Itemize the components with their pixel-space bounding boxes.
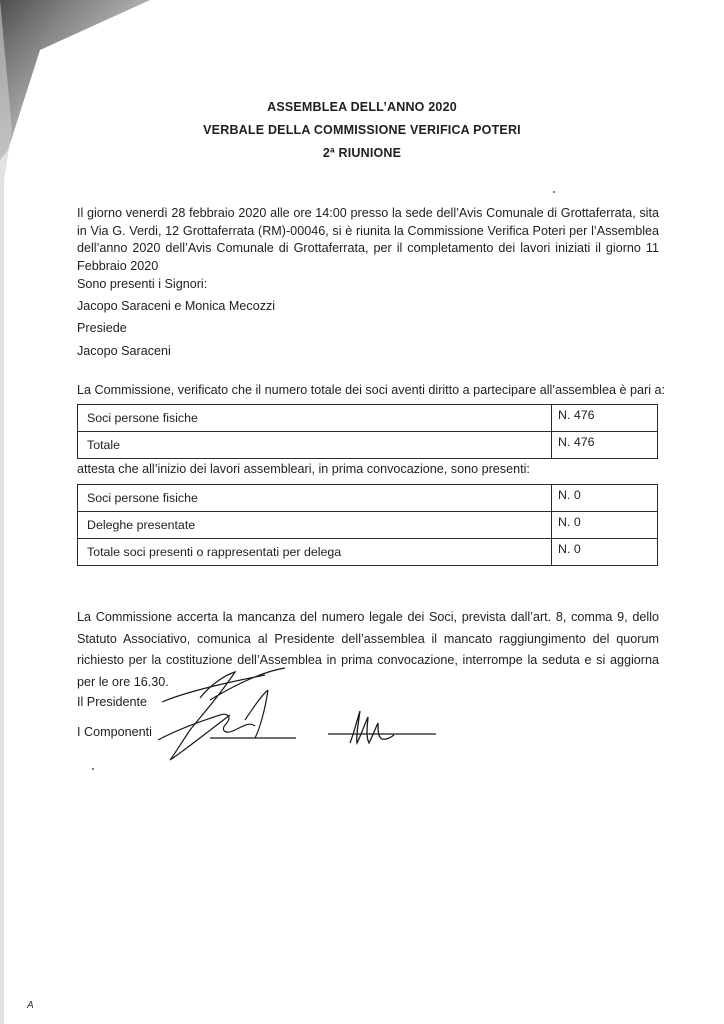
intro-paragraph: Il giorno venerdì 28 febbraio 2020 alle ore 14:00 presso la sede dell’Avis Comunale di Grottaferrata, sita in Via G. Verdi, 12 Grottaferrata (RM)-00046, si è riunita la Commissione Verifica Poteri per l’Assemblea dell’anno 2020 dell’Avis Comunale di Grottaferrata, per il completamento dei lavori iniziati il giorno 11 Febbraio 2020 [77, 206, 659, 273]
table-row [78, 539, 658, 566]
present-label: Sono presenti i Signori: [77, 277, 208, 291]
members-signature-label: I Componenti [77, 725, 152, 739]
president-name: Jacopo Saraceni [77, 344, 171, 358]
title-line-2: VERBALE DELLA COMMISSIONE VERIFICA POTERI [203, 123, 521, 137]
table-cell-value: N. 0 [552, 539, 658, 566]
table-cell-label: Totale soci presenti o rappresentati per delega [78, 539, 552, 566]
commission-intro: La Commissione, verificato che il numero totale dei soci aventi diritto a partecipare all’assemblea è pari a: [77, 383, 665, 397]
title-line-1: ASSEMBLEA DELL’ANNO 2020 [267, 100, 457, 114]
attests-text: attesta che all’inizio dei lavori assembleari, in prima convocazione, sono presenti: [77, 462, 530, 476]
table-cell-label: Soci persone fisiche [78, 485, 552, 512]
president-label: Presiede [77, 321, 127, 335]
table-row [78, 405, 658, 432]
present-names: Jacopo Saraceni e Monica Mecozzi [77, 299, 276, 313]
table-cell-value: N. 476 [552, 432, 658, 459]
scan-speck [553, 191, 555, 193]
table-cell-value: N. 0 [552, 512, 658, 539]
present-members-table [77, 484, 658, 566]
scan-speck [92, 768, 94, 770]
total-members-table [77, 404, 658, 459]
table-cell-value: N. 0 [552, 485, 658, 512]
table-cell-label: Totale [78, 432, 552, 459]
president-signature-label: Il Presidente [77, 695, 148, 709]
table-row [78, 485, 658, 512]
table-cell-label: Deleghe presentate [78, 512, 552, 539]
closing-paragraph: La Commissione accerta la mancanza del numero legale dei Soci, prevista dall’art. 8, comma 9, dello Statuto Associativo, comunica al Presidente dell’assemblea il mancato raggiungimento del quorum richiesto per la costituzione dell’Assemblea in prima convocazione, interrompe la seduta e si aggiorna per le ore 16.30. [77, 610, 659, 689]
title-line-3: 2ª RIUNIONE [322, 146, 402, 160]
table-cell-label: Soci persone fisiche [78, 405, 552, 432]
member-signature [320, 705, 445, 750]
table-row [78, 512, 658, 539]
page-mark: A [27, 1000, 34, 1011]
title-block [0, 96, 724, 165]
table-row [78, 432, 658, 459]
table-cell-value: N. 476 [552, 405, 658, 432]
